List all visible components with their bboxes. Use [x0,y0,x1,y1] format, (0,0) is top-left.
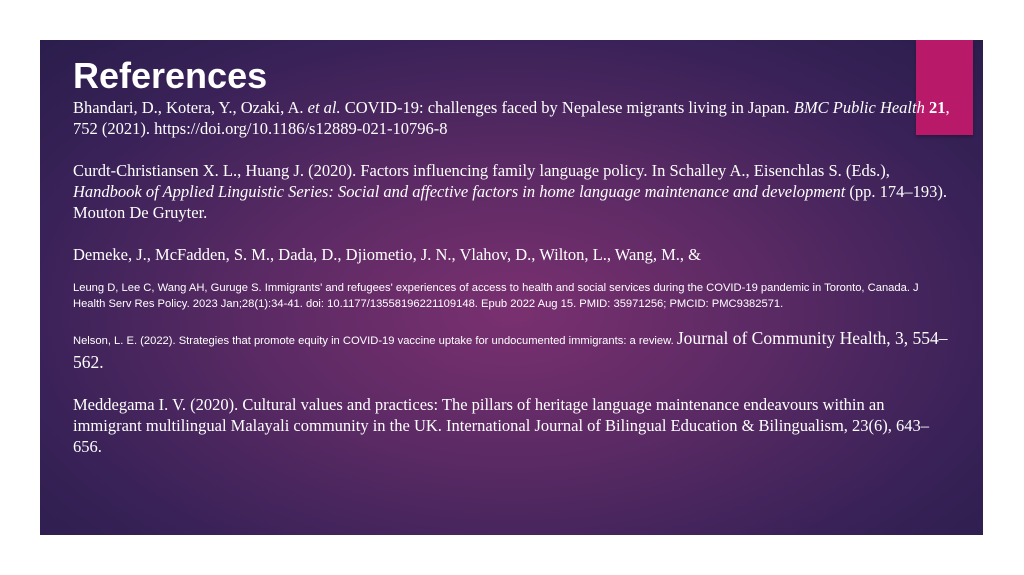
book-title: Handbook of Applied Linguistic Series: Social and affective factors in home language maintenance and development [73,182,846,201]
reference-list [73,97,953,457]
reference-nelson [73,328,953,373]
reference-text: COVID-19: challenges faced by Nepalese migrants living in Japan. [340,98,794,117]
reference-text: , 752 (2021). https://doi.org/10.1186/s12889-021-10796-8 [73,98,950,138]
slide-title: References [73,55,268,96]
reference-curdt-christiansen [73,160,953,223]
reference-text: Demeke, J., McFadden, S. M., Dada, D., Djiometio, J. N., Vlahov, D., Wilton, L., Wang, M., & [73,245,702,264]
reference-text: Meddegama I. V. (2020). Cultural values and practices: The pillars of heritage language maintenance endeavours within an immigrant multilingual Malayali community in the UK. International Journal of Bilingual Education & Bilingualism, 23(6), 643–656. [73,395,930,456]
reference-italic-text: et al. [307,98,341,117]
reference-demeke [73,244,953,265]
reference-bhandari [73,97,953,139]
reference-leung [73,281,953,312]
reference-meddegama [73,394,953,457]
reference-text: Bhandari, D., Kotera, Y., Ozaki, A. [73,98,308,117]
volume-number: 21 [928,98,946,117]
reference-text: Curdt-Christiansen X. L., Huang J. (2020). Factors influencing family language policy. In Schalley A., Eisenchlas S. (Eds.), [73,161,890,180]
slide-canvas [40,40,983,535]
reference-text: (pp. 174–193). Mouton De Gruyter. [73,182,948,222]
journal-name: Journal of Community Health, 3, 554–562. [73,328,948,372]
reference-text: Nelson, L. E. (2022). Strategies that promote equity in COVID-19 vaccine uptake for undocumented immigrants: a review. [73,335,677,347]
journal-name: BMC Public Health [793,98,925,117]
reference-text: Leung D, Lee C, Wang AH, Guruge S. Immigrants' and refugees' experiences of access to health and social services during the COVID-19 pandemic in Toronto, Canada. J Health Serv Res Policy. 2023 Jan;28(1):34-41. doi: 10.1177/13558196221109148. Epub 2022 Aug 15. PMID: 35971256; PMCID: PMC9382571. [73,282,919,310]
